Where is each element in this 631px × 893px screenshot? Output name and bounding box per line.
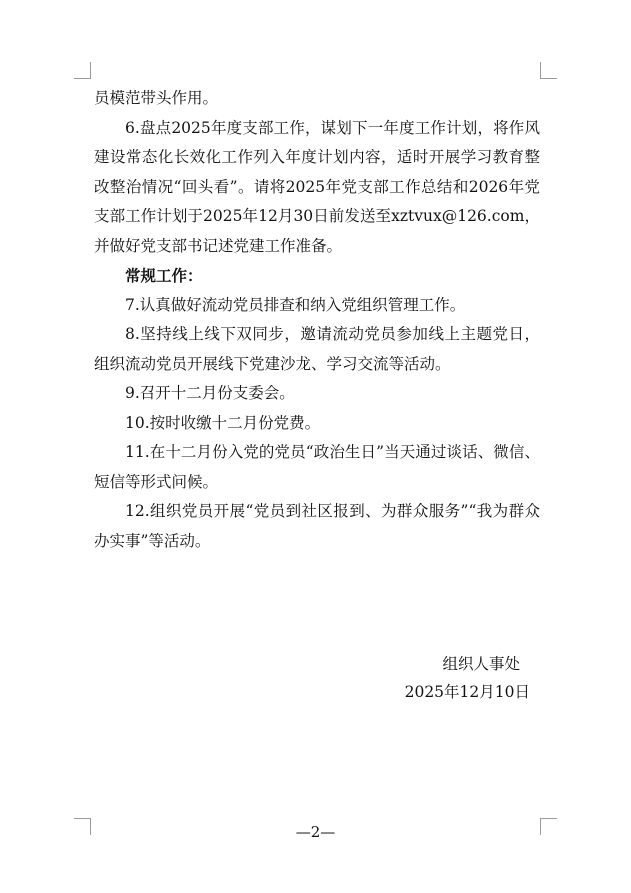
page-number: —2— (295, 823, 336, 841)
crop-mark-top-left (74, 62, 91, 79)
paragraph-item-6: 6.盘点2025年度支部工作，谋划下一年度工作计划，将作风建设常态化长效化工作列入年度计划内容，适时开展学习教育整改整治情况“回头看”。请将2025年党支部工作总结和2026年党支部工作计划于2025年12月30日前发送至xztvux@126.com，并做好党支部书记述党建工作准备。 (94, 118, 540, 255)
paragraph-item-12: 12.组织党员开展“党员到社区报到、为群众服务”“我为群众办实事”等活动。 (94, 502, 540, 550)
paragraph-item-10: 10.按时收缴十二月份党费。 (125, 413, 321, 432)
signature-date: 2025年12月10日 (404, 683, 530, 701)
section-heading-routine-work: 常规工作： (125, 266, 203, 285)
paragraph-item-7: 7.认真做好流动党员排查和纳入党组织管理工作。 (125, 295, 466, 314)
signature-block (380, 650, 530, 706)
paragraph-continuation: 员模范带头作用。 (94, 89, 219, 107)
paragraph-item-9: 9.召开十二月份支委会。 (125, 384, 295, 402)
document-body (94, 84, 540, 556)
paragraph-item-11: 11.在十二月份入党的党员“政治生日”当天通过谈话、微信、短信等形式问候。 (94, 443, 540, 491)
signature-organization: 组织人事处 (442, 655, 520, 673)
crop-mark-top-right (540, 62, 557, 79)
paragraph-item-8: 8.坚持线上线下双同步，邀请流动党员参加线上主题党日，组织流动党员开展线下党建沙龙、学习交流等活动。 (94, 325, 540, 373)
